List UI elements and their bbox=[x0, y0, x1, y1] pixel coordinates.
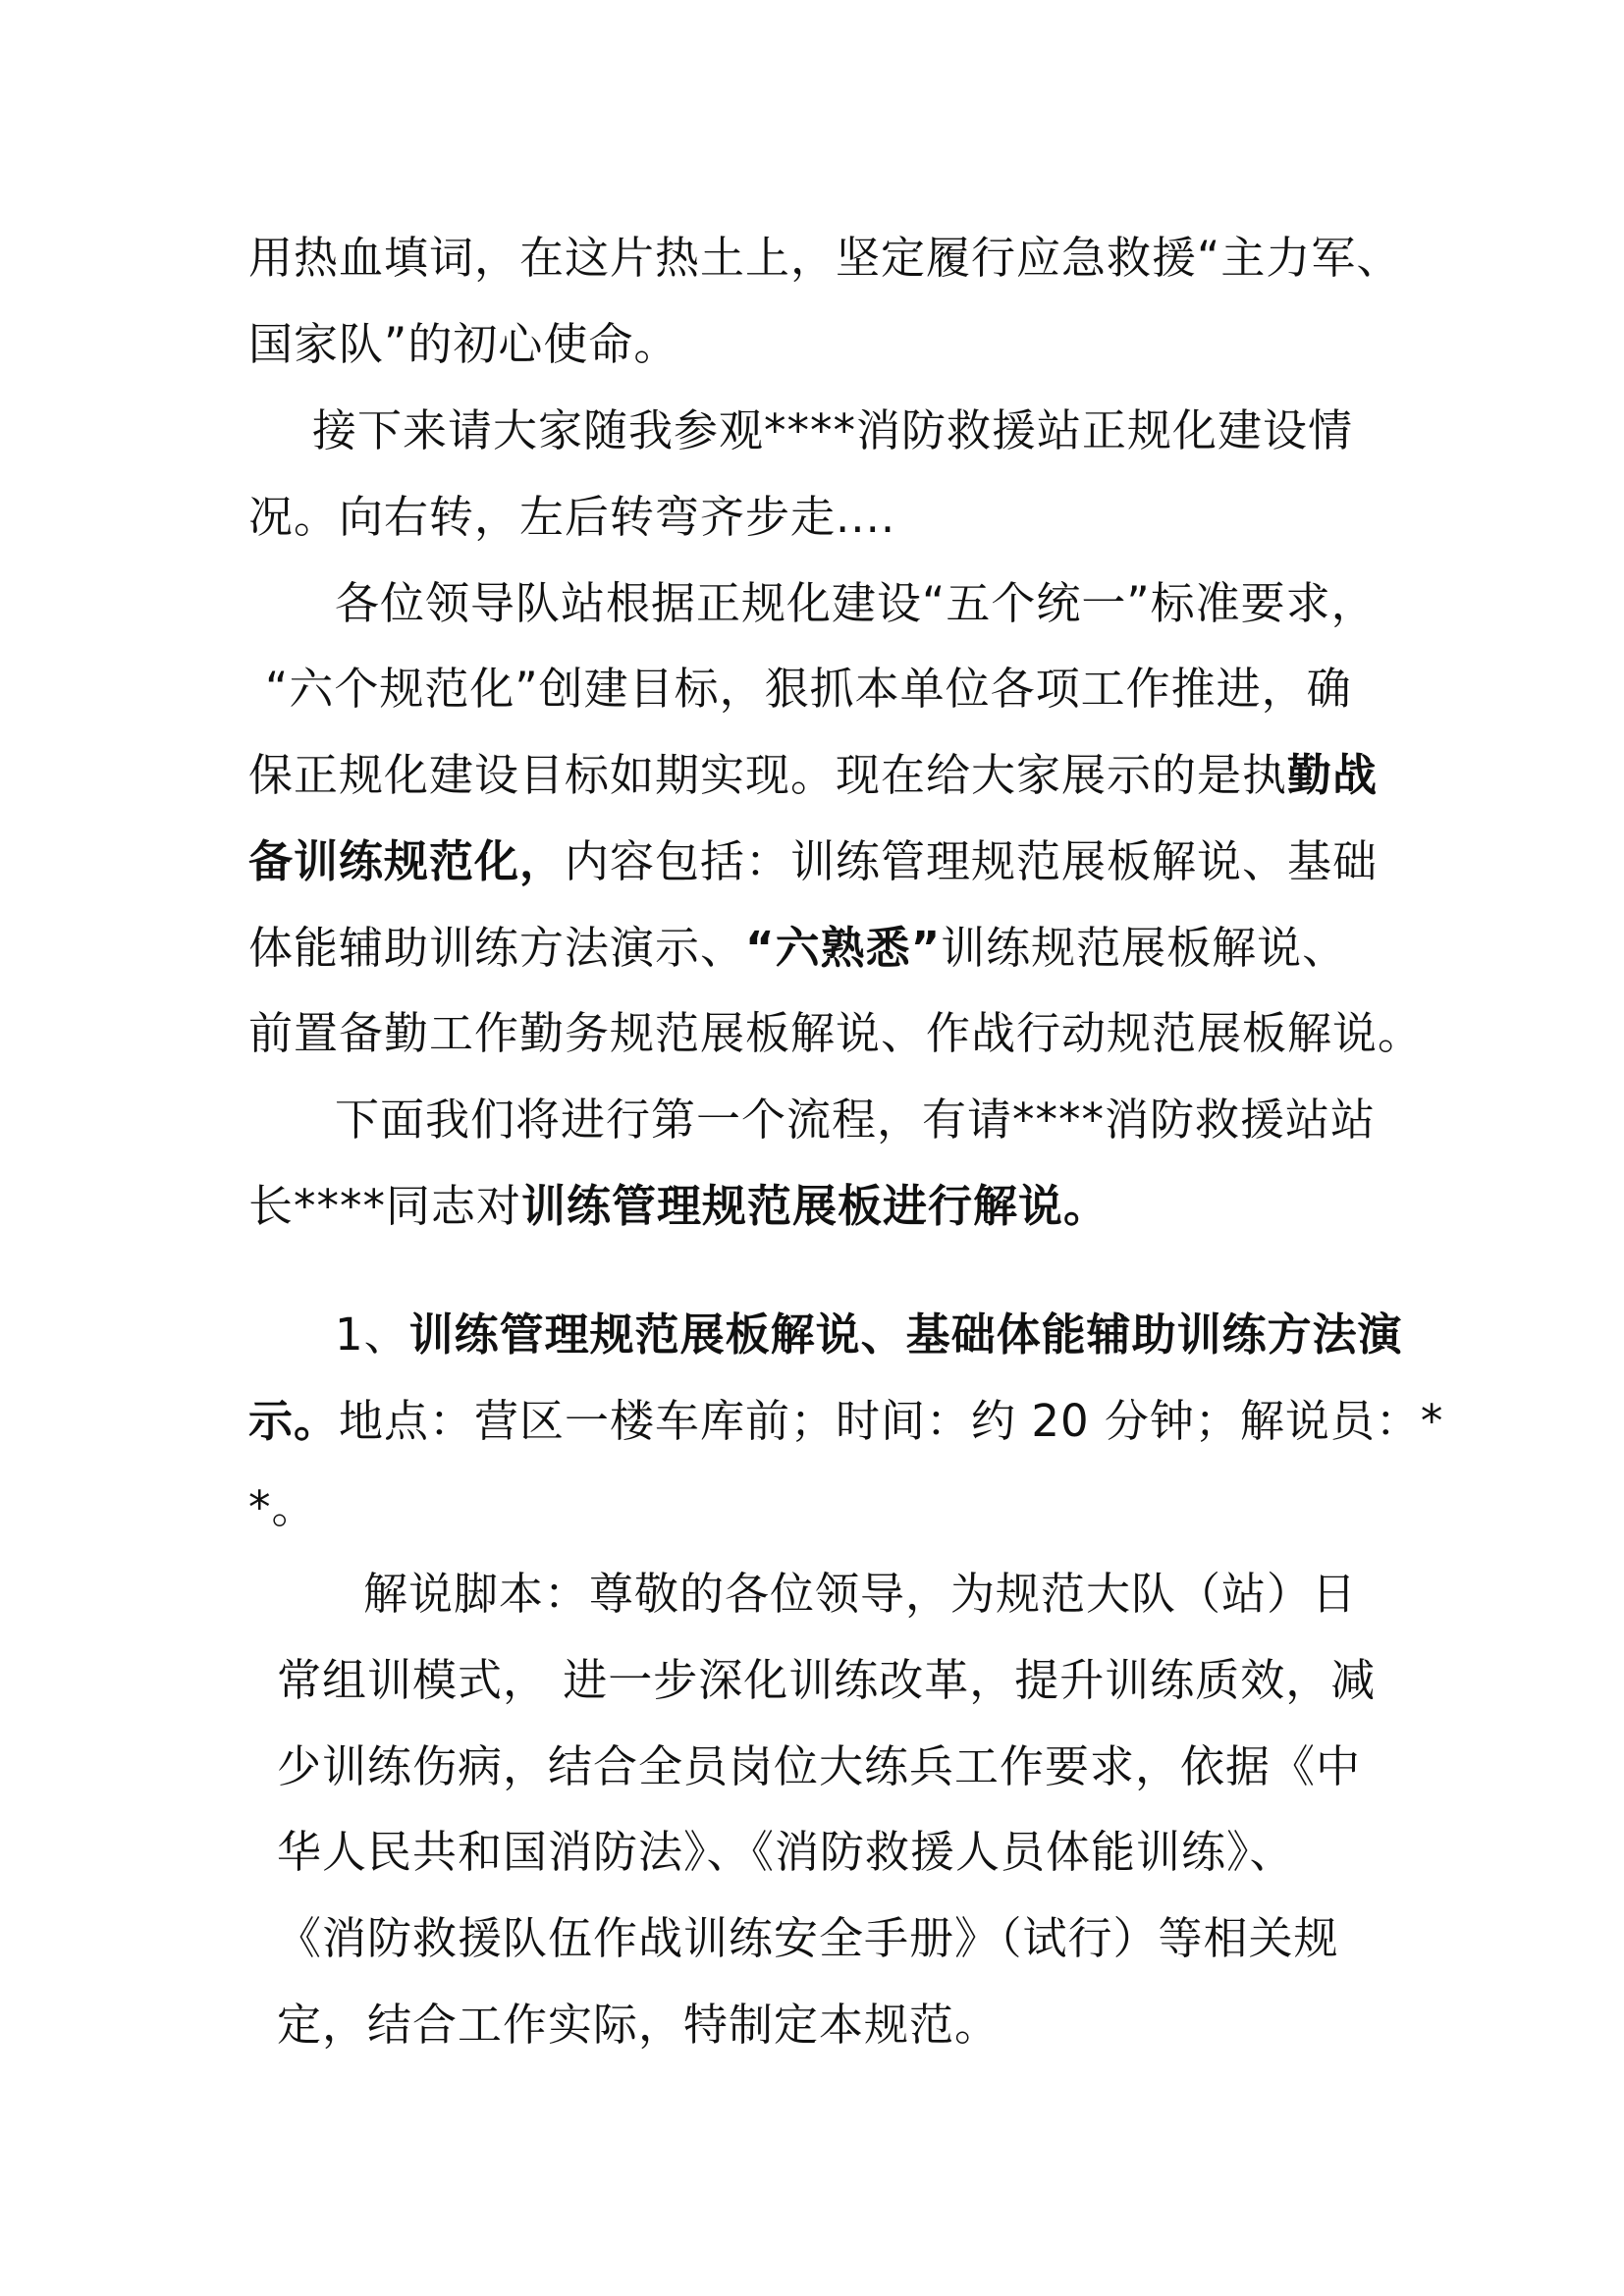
text-line bbox=[248, 746, 1378, 805]
text-line bbox=[312, 401, 1353, 460]
text-line bbox=[363, 1565, 1357, 1624]
text-line bbox=[248, 832, 1378, 891]
text-segment: “六个规范化”创建目标，狠抓本单位各项工作推进，确 bbox=[265, 663, 1352, 715]
text-segment: 内容包括：训练管理规范展板解说、基础 bbox=[565, 835, 1379, 887]
text-segment: 华人民共和国消防法》、《消防救援人员体能训练》、 bbox=[277, 1826, 1295, 1878]
text-segment: 定，结合工作实际，特制定本规范。 bbox=[277, 1999, 1001, 2051]
text-line bbox=[248, 1177, 1109, 1236]
text-line bbox=[277, 1823, 1295, 1882]
text-line bbox=[248, 1392, 1443, 1451]
text-segment: 下面我们将进行第一个流程，有请****消防救援站站 bbox=[335, 1094, 1377, 1146]
text-segment: 1、 bbox=[335, 1308, 409, 1361]
text-line bbox=[248, 919, 1347, 978]
text-line bbox=[335, 1091, 1376, 1149]
text-line bbox=[335, 574, 1377, 633]
text-segment: 长****同志对 bbox=[248, 1180, 522, 1232]
text-segment: 体能辅助训练方法演示、 bbox=[248, 922, 746, 974]
text-segment: 地点：营区一楼车库前；时间：约 20 分钟；解说员：* bbox=[339, 1395, 1444, 1447]
bold-text-segment: 勤战 bbox=[1287, 749, 1379, 801]
text-segment: 常组训模式， 进一步深化训练改革，提升训练质效，减 bbox=[277, 1654, 1377, 1706]
text-segment: 保正规化建设目标如期实现。现在给大家展示的是执 bbox=[248, 749, 1288, 801]
text-line bbox=[248, 315, 678, 374]
bold-text-segment: 训练管理规范展板进行解说。 bbox=[521, 1180, 1110, 1232]
text-segment: 《消防救援队伍作战训练安全手册》（试行）等相关规 bbox=[277, 1912, 1339, 1964]
text-line bbox=[265, 660, 1352, 719]
bold-text-segment: 示。 bbox=[248, 1395, 340, 1447]
text-segment: 各位领导队站根据正规化建设“五个统一”标准要求， bbox=[335, 577, 1377, 629]
text-line bbox=[248, 488, 895, 547]
text-segment: 国家队”的初心使命。 bbox=[248, 318, 679, 370]
text-line bbox=[335, 1306, 1403, 1364]
text-segment: 解说脚本：尊敬的各位领导，为规范大队（站）日 bbox=[363, 1568, 1358, 1620]
bold-text-segment: 训练管理规范展板解说、基础体能辅助训练方法演 bbox=[408, 1308, 1403, 1361]
text-segment: 用热血填词，在这片热土上，坚定履行应急救援“主力军、 bbox=[248, 232, 1402, 284]
text-segment: 况。向右转，左后转弯齐步走.... bbox=[248, 491, 896, 543]
text-line bbox=[248, 229, 1401, 288]
text-segment: 接下来请大家随我参观****消防救援站正规化建设情 bbox=[312, 404, 1354, 456]
text-line bbox=[277, 1909, 1339, 1968]
text-line bbox=[248, 1004, 1423, 1063]
text-segment: 训练规范展板解说、 bbox=[941, 922, 1348, 974]
bold-text-segment: 备训练规范化， bbox=[248, 835, 566, 887]
text-line bbox=[277, 1996, 1000, 2055]
bold-text-segment: “六熟悉” bbox=[745, 922, 942, 974]
text-line bbox=[277, 1737, 1361, 1796]
text-segment: *。 bbox=[248, 1481, 317, 1533]
text-segment: 前置备勤工作勤务规范展板解说、作战行动规范展板解说。 bbox=[248, 1007, 1424, 1059]
text-segment: 少训练伤病，结合全员岗位大练兵工作要求，依据《中 bbox=[277, 1740, 1362, 1792]
text-line bbox=[277, 1651, 1376, 1710]
text-line bbox=[248, 1478, 317, 1537]
